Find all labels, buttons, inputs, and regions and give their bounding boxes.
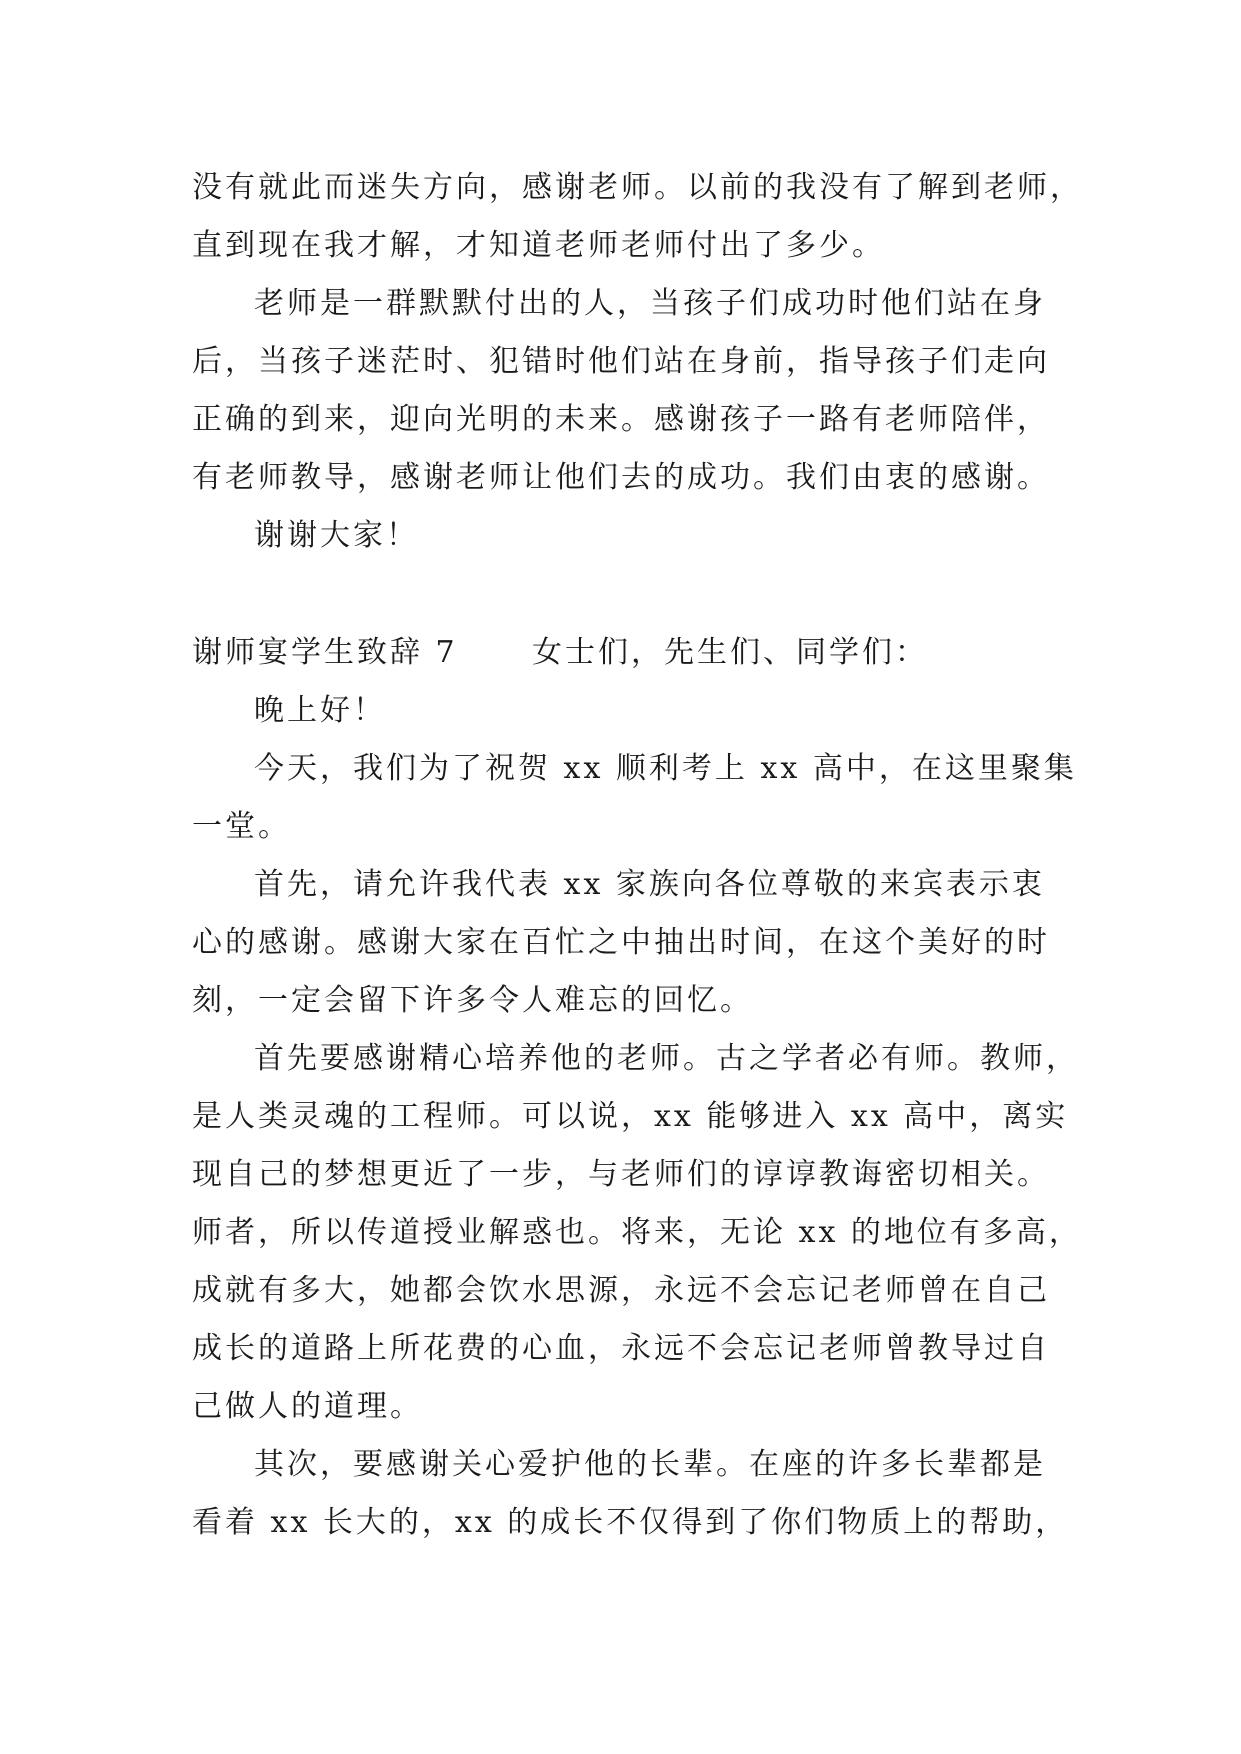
text-line: 有老师教导，感谢老师让他们去的成功。我们由衷的感谢。 [192, 460, 1050, 495]
text-line: 己做人的道理。 [192, 1389, 423, 1424]
section-title: 谢师宴学生致辞 7 [192, 635, 458, 670]
text-line: 师者，所以传道授业解惑也。将来，无论 xx 的地位有多高， [192, 1215, 1082, 1250]
text-line: 成就有多大，她都会饮水思源，永远不会忘记老师曾在自己 [192, 1273, 1050, 1308]
paragraph-start-line: 首先，请允许我代表 xx 家族向各位尊敬的来宾表示衷 [254, 867, 1045, 902]
section-address: 女士们，先生们、同学们： [532, 635, 928, 670]
text-line: 没有就此而迷失方向，感谢老师。以前的我没有了解到老师， [192, 170, 1083, 205]
text-line: 一堂。 [192, 809, 291, 844]
closing-line: 谢谢大家！ [254, 518, 419, 553]
text-line: 心的感谢。感谢大家在百忙之中抽出时间，在这个美好的时 [192, 925, 1050, 960]
text-line: 后，当孩子迷茫时、犯错时他们站在身前，指导孩子们走向 [192, 344, 1050, 379]
greeting-line: 晚上好！ [254, 693, 386, 728]
paragraph-start-line: 老师是一群默默付出的人，当孩子们成功时他们站在身 [254, 286, 1046, 321]
text-line: 成长的道路上所花费的心血，永远不会忘记老师曾教导过自 [192, 1331, 1050, 1366]
paragraph-start-line: 首先要感谢精心培养他的老师。古之学者必有师。教师， [254, 1041, 1079, 1076]
text-line: 看着 xx 长大的，xx 的成长不仅得到了你们物质上的帮助， [192, 1505, 1069, 1540]
paragraph-start-line: 今天，我们为了祝贺 xx 顺利考上 xx 高中，在这里聚集 [254, 751, 1077, 786]
text-line: 正确的到来，迎向光明的未来。感谢孩子一路有老师陪伴， [192, 402, 1050, 437]
text-line: 直到现在我才解，才知道老师老师付出了多少。 [192, 228, 885, 263]
text-line: 是人类灵魂的工程师。可以说，xx 能够进入 xx 高中，离实 [192, 1099, 1069, 1134]
text-line: 现自己的梦想更近了一步，与老师们的谆谆教诲密切相关。 [192, 1157, 1050, 1192]
paragraph-start-line: 其次，要感谢关心爱护他的长辈。在座的许多长辈都是 [254, 1447, 1046, 1482]
text-line: 刻，一定会留下许多令人难忘的回忆。 [192, 983, 753, 1018]
